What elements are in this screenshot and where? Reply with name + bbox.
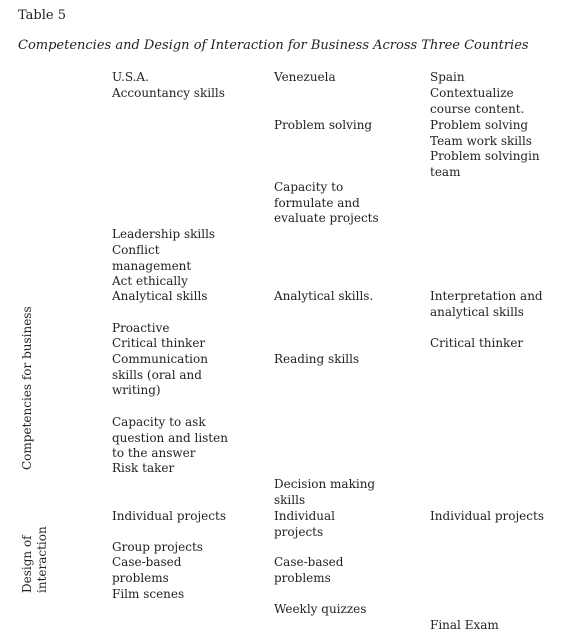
cell-line: Communication xyxy=(112,352,208,366)
cell-usa-capacity-ask xyxy=(112,415,228,462)
cell-line: formulate and xyxy=(274,195,360,210)
cell-line: to the answer xyxy=(112,446,196,461)
cell-line: Case-based xyxy=(274,555,344,569)
cell-ven-analytical: Analytical skills. xyxy=(274,289,374,303)
cell-usa-analytical: Analytical skills xyxy=(112,289,208,303)
cell-ven-problem-solving: Problem solving xyxy=(274,118,373,132)
cell-usa-conflict xyxy=(112,243,191,274)
cell-line: skills (oral and xyxy=(112,367,202,382)
cell-line: management xyxy=(112,258,192,273)
cell-line: course content. xyxy=(430,101,525,116)
cell-usa-ethically: Act ethically xyxy=(112,274,188,288)
table-label: Table 5 xyxy=(18,8,66,23)
column-header-usa: U.S.A. xyxy=(112,70,149,84)
cell-ven-reading: Reading skills xyxy=(274,352,360,366)
cell-spain-contextualize xyxy=(430,86,524,117)
cell-spain-individual: Individual projects xyxy=(430,509,544,523)
cell-line: writing) xyxy=(112,383,161,398)
column-header-venezuela: Venezuela xyxy=(274,70,336,84)
cell-ven-case xyxy=(274,555,343,586)
cell-spain-final: Final Exam xyxy=(430,618,499,632)
cell-usa-group: Group projects xyxy=(112,540,203,554)
cell-line: Interpretation and xyxy=(430,289,543,303)
cell-spain-interpretation xyxy=(430,289,543,320)
cell-line: skills xyxy=(274,492,306,507)
cell-usa-case xyxy=(112,555,181,586)
cell-line: question and listen xyxy=(112,430,228,445)
table-caption: Competencies and Design of Interaction for Business Across Three Countries xyxy=(18,38,529,53)
cell-line: Problem solvingin xyxy=(430,149,540,163)
cell-line: Contextualize xyxy=(430,86,514,100)
row-group-design-line2: interaction xyxy=(35,526,49,593)
cell-spain-problem-team xyxy=(430,149,540,180)
cell-ven-quizzes: Weekly quizzes xyxy=(274,602,367,616)
cell-line: Individual xyxy=(274,509,336,523)
cell-spain-critical: Critical thinker xyxy=(430,336,524,350)
cell-usa-critical: Critical thinker xyxy=(112,336,206,350)
cell-usa-risk: Risk taker xyxy=(112,461,175,475)
cell-ven-individual xyxy=(274,509,335,540)
cell-line: problems xyxy=(274,570,331,585)
row-group-competencies: Competencies for business xyxy=(20,306,34,470)
cell-spain-problem-solving: Problem solving xyxy=(430,118,529,132)
cell-usa-leadership: Leadership skills xyxy=(112,227,216,241)
cell-line: projects xyxy=(274,524,324,539)
cell-line: problems xyxy=(112,570,169,585)
cell-usa-individual: Individual projects xyxy=(112,509,226,523)
cell-line: team xyxy=(430,164,461,179)
cell-ven-capacity-projects xyxy=(274,180,379,227)
cell-usa-film: Film scenes xyxy=(112,587,185,601)
cell-line: Case-based xyxy=(112,555,182,569)
cell-usa-accountancy: Accountancy skills xyxy=(112,86,225,100)
cell-line: Capacity to ask xyxy=(112,415,206,429)
cell-spain-team-work: Team work skills xyxy=(430,134,532,148)
cell-line: Conflict xyxy=(112,243,160,257)
column-header-spain: Spain xyxy=(430,70,465,84)
cell-line: Capacity to xyxy=(274,180,344,194)
cell-line: analytical skills xyxy=(430,304,524,319)
cell-line: evaluate projects xyxy=(274,211,379,226)
cell-line: Decision making xyxy=(274,477,376,491)
cell-usa-communication xyxy=(112,352,208,399)
row-group-design-line1: Design of xyxy=(20,535,34,593)
cell-usa-proactive: Proactive xyxy=(112,321,170,335)
cell-ven-decision xyxy=(274,477,375,508)
